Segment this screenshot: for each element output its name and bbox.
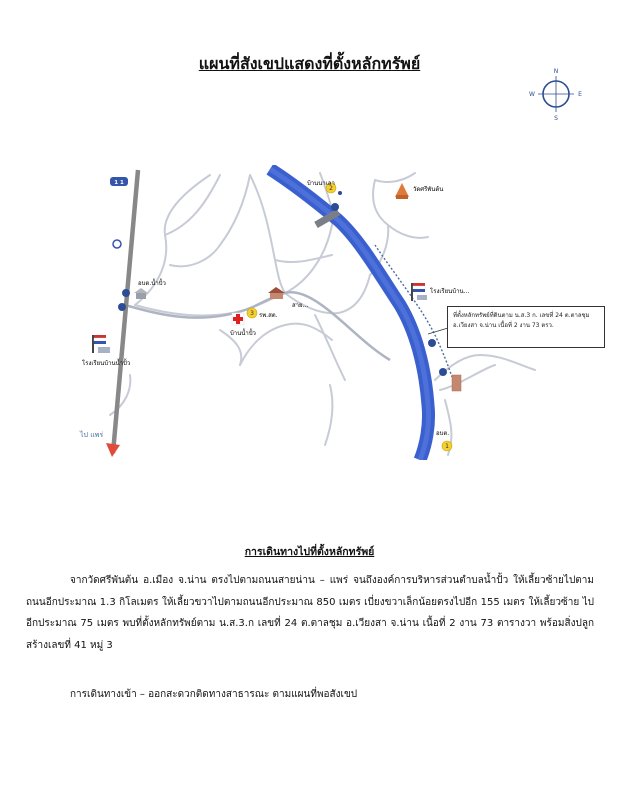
highway-badge-text: 1 1 [114,180,124,186]
label-to-phrae: ไป แพร่ [80,431,104,439]
health-center-icon [232,313,244,325]
route-marker-icon [122,289,130,297]
label-ob-t-office: อบต.น้ำปั้ว [138,280,166,287]
route-marker-icon [428,339,436,347]
emblem-icon [113,240,121,248]
highway [113,170,138,453]
label-road: สาย... [292,302,309,309]
label-health-center: รพ.สต. [259,312,278,319]
label-village: บ้านน้ำปั้ว [230,330,256,337]
travel-note: การเดินทางเข้า – ออกสะดวกติดทางสาธารณะ ตามแผนที่พอสังเขป [70,689,358,700]
compass-west: W [529,91,535,98]
marker-1-label: 1 [445,443,449,450]
property-callout-box [447,306,605,348]
temple-icon [395,183,409,199]
label-school: โรงเรียนบ้านน้ำปั้ว [82,360,131,367]
label-temple: วัดศรีพันต้น [413,186,444,193]
page-title: แผนที่สังเขปแสดงที่ตั้งหลักทรัพย์ [198,54,421,73]
compass-rose-icon [528,66,584,122]
small-marker-icon [338,191,342,195]
callout-pointer [428,324,450,336]
compass-south: S [554,115,558,122]
compass-east: E [578,91,582,98]
route-marker-icon [331,203,339,211]
callout-line-1: ที่ตั้งหลักทรัพย์ที่ดินตาม น.ส.3 ก. เลขที่ 24 ต.ตาลชุม [453,312,590,319]
compass-north: N [553,68,559,75]
route-marker-icon [439,368,447,376]
marker-2-label: 2 [329,185,333,192]
property-parcel-icon [452,375,461,391]
callout-line-2: อ.เวียงสา จ.น่าน เนื้อที่ 2 งาน 73 ตรว. [453,322,554,329]
route-marker-icon [118,303,126,311]
label-school-bottom: อบต. [436,430,450,437]
south-arrow-icon [106,443,120,457]
label-right-school: โรงเรียนบ้าน... [430,288,470,295]
route-description: จากวัดศรีพันต้น อ.เมือง จ.น่าน ตรงไปตามถนนสายน่าน – แพร่ จนถึงองค์การบริหารส่วนตำบลน้ำปั้ว ให้เลี้ยวซ้ายไปตามถนนอีกประมาณ 1.3 กิโลเมตร ให้เลี้ยวขวาไปตามถนนอีกประมาณ 850 เมตร เบี่ยงขวาเล็กน้อยตรงไปอีก 155 เมตร ให้เลี้ยวซ้าย ไปอีกประมาณ 75 เมตร พบที่ตั้งหลักทรัพย์ตาม น.ส.3.ก เลขที่ 24 ต.ตาลชุม อ.เวียงสา จ.น่าน เนื้อที่ 2 งาน 73 ตารางวา พร้อมสิ่งปลูกสร้างเลขที่ 41 หมู่ 3 [26,575,594,651]
marker-3-label: 3 [250,310,254,317]
label-top-right-place: บ้านนาเลา [307,180,335,187]
ob-t-office-icon [134,288,148,299]
main-road [125,292,390,360]
school-flag-icon [92,335,110,353]
route-heading: การเดินทางไปที่ตั้งหลักทรัพย์ [244,546,375,558]
